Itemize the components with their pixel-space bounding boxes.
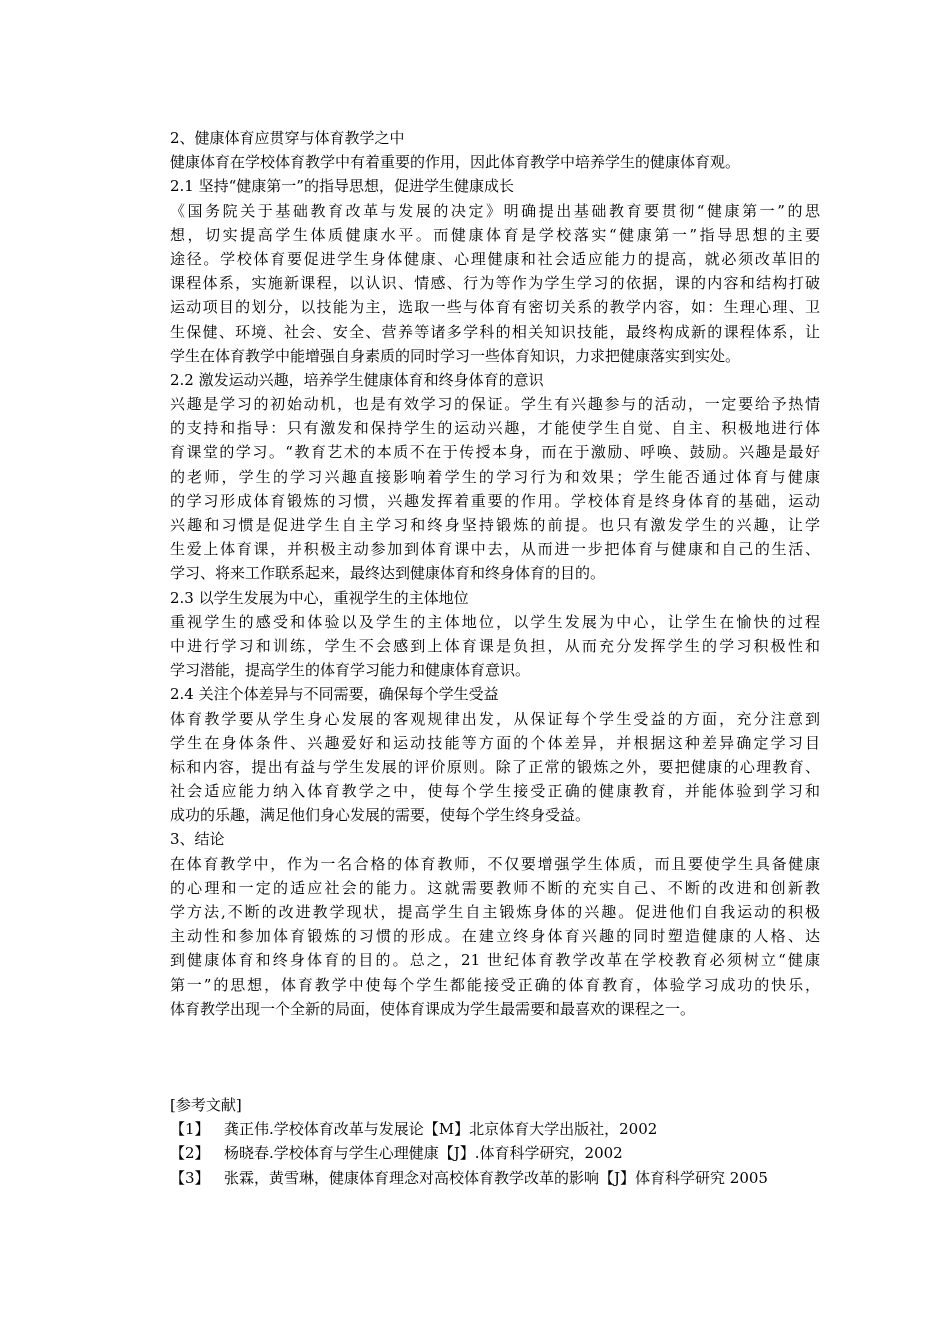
heading-line: 健康体育在学校体育教学中有着重要的作用，因此体育教学中培养学生的健康体育观。 <box>170 153 741 172</box>
paragraph-line: 中进行学习和训练，学生不会感到上体育课是负担，从而充分发挥学生的学习积极性和 <box>170 636 820 655</box>
paragraph-line: 的心理和一定的适应社会的能力。这就需要教师不断的充实自己、不断的改进和创新教 <box>170 878 820 897</box>
heading-line: 2.3 以学生发展为中心，重视学生的主体地位 <box>170 588 469 607</box>
paragraph-line: 学习潜能，提高学生的体育学习能力和健康体育意识。 <box>170 661 531 680</box>
paragraph-line: 主动性和参加体育锻炼的习惯的形成。在建立终身体育兴趣的同时塑造健康的人格、达 <box>170 927 820 946</box>
paragraph-line: 社会适应能力纳入体育教学之中，使每个学生接受正确的健康教育，并能体验到学习和 <box>170 782 820 801</box>
paragraph-line: 生爱上体育课，并积极主动参加到体育课中去，从而进一步把体育与健康和自己的生活、 <box>170 540 820 559</box>
paragraph-line: 的支持和指导：只有激发和保持学生的运动兴趣，才能使学生自觉、自主、积极地进行体 <box>170 419 820 438</box>
paragraph-line: 生保健、环境、社会、安全、营养等诸多学科的相关知识技能，最终构成新的课程体系，让 <box>170 322 820 341</box>
paragraph-line: 到健康体育和终身体育的目的。总之，21 世纪体育教学改革在学校教育必须树立“健康 <box>170 951 820 970</box>
reference-item <box>170 1117 820 1141</box>
references-heading: [参考文献] <box>170 1095 242 1114</box>
reference-number: 【2】 <box>170 1144 210 1163</box>
reference-item <box>170 1166 820 1190</box>
paragraph-line: 学生在体育教学中能增强自身素质的同时学习一些体育知识，力求把健康落实到实处。 <box>170 346 741 365</box>
paragraph-line: 体育教学出现一个全新的局面，使体育课成为学生最需要和最喜欢的课程之一。 <box>170 999 696 1018</box>
paragraph-line: 第一”的思想，体育教学中使每个学生都能接受正确的体育教育，体验学习成功的快乐， <box>170 975 820 994</box>
heading-line: 2、健康体育应贯穿与体育教学之中 <box>170 129 405 147</box>
reference-text: 张霖，黄雪琳，健康体育理念对高校体育教学改革的影响【J】体育科学研究 2005 <box>224 1168 768 1187</box>
paragraph-line: 体育教学要从学生身心发展的客观规律出发，从保证每个学生受益的方面，充分注意到 <box>170 709 820 728</box>
reference-number: 【1】 <box>170 1120 210 1139</box>
references <box>170 1093 820 1190</box>
reference-item <box>170 1141 820 1165</box>
paragraph-line: 想，切实提高学生体质健康水平。而健康体育是学校落实“健康第一”指导思想的主要 <box>170 225 820 244</box>
body-text <box>170 126 820 1021</box>
reference-number: 【3】 <box>170 1168 210 1187</box>
paragraph-line: 兴趣是学习的初始动机，也是有效学习的保证。学生有兴趣参与的活动，一定要给予热情 <box>170 395 820 414</box>
reference-text: 杨晓春.学校体育与学生心理健康【J】.体育科学研究，2002 <box>224 1144 623 1163</box>
heading-line: 3、结论 <box>170 830 225 849</box>
heading-line: 2.2 激发运动兴趣，培养学生健康体育和终身体育的意识 <box>170 370 544 389</box>
paragraph-line: 《国务院关于基础教育改革与发展的决定》明确提出基础教育要贯彻“健康第一”的思 <box>170 201 820 220</box>
paragraph-line: 重视学生的感受和体验以及学生的主体地位，以学生发展为中心，让学生在愉快的过程 <box>170 612 820 631</box>
paragraph-line: 兴趣和习惯是促进学生自主学习和终身坚持锻炼的前提。也只有激发学生的兴趣，让学 <box>170 516 820 534</box>
paragraph-line: 运动项目的划分，以技能为主，选取一些与体育有密切关系的教学内容，如：生理心理、卫 <box>170 298 820 317</box>
paragraph-line: 学生在身体条件、兴趣爱好和运动技能等方面的个体差异，并根据这种差异确定学习目 <box>170 733 820 752</box>
paragraph-line: 课程体系，实施新课程，以认识、情感、行为等作为学生学习的依据，课的内容和结构打破 <box>170 274 820 293</box>
paragraph-line: 的学习形成体育锻炼的习惯，兴趣发挥着重要的作用。学校体育是终身体育的基础，运动 <box>170 491 820 510</box>
paragraph-line: 学方法,不断的改进教学现状，提高学生自主锻炼身体的兴趣。促进他们自我运动的积极 <box>170 903 820 921</box>
paragraph-line: 在体育教学中，作为一名合格的体育教师，不仅要增强学生体质，而且要使学生具备健康 <box>170 854 820 873</box>
paragraph-line: 成功的乐趣，满足他们身心发展的需要，使每个学生终身受益。 <box>170 806 591 825</box>
paragraph-line: 学习、将来工作联系起来，最终达到健康体育和终身体育的目的。 <box>170 564 606 583</box>
document-body <box>170 126 820 1190</box>
reference-text: 龚正伟.学校体育改革与发展论【M】北京体育大学出版社，2002 <box>224 1120 658 1139</box>
heading-line: 2.4 关注个体差异与不同需要，确保每个学生受益 <box>170 685 499 704</box>
paragraph-line: 途径。学校体育要促进学生身体健康、心理健康和社会适应能力的提高，就必须改革旧的 <box>170 249 820 268</box>
paragraph-line: 标和内容，提出有益与学生发展的评价原则。除了正常的锻炼之外，要把健康的心理教育、 <box>170 757 820 776</box>
paragraph-line: 的老师，学生的学习兴趣直接影响着学生的学习行为和效果；学生能否通过体育与健康 <box>170 467 820 486</box>
spacer <box>170 1021 820 1093</box>
paragraph-line: 育课堂的学习。“教育艺术的本质不在于传授本身，而在于激励、呼唤、鼓励。兴趣是最好 <box>170 443 820 462</box>
heading-line: 2.1 坚持“健康第一”的指导思想，促进学生健康成长 <box>170 177 514 196</box>
